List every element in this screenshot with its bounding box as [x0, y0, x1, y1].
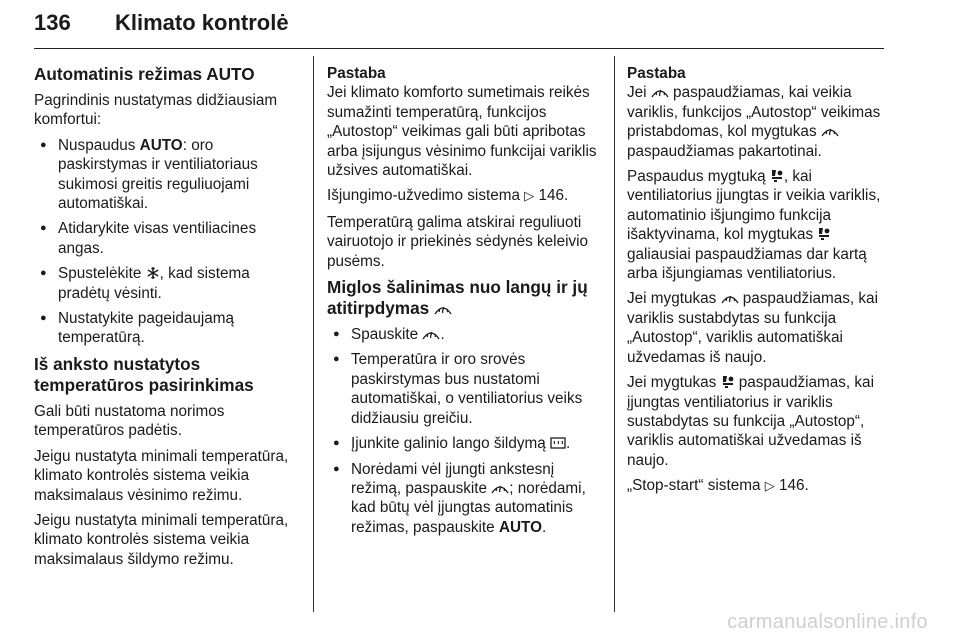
paragraph: Paspaudus mygtuką , kai ventiliatorius įjungtas ir veikia variklis, automatinio išjungimo funkcija išaktyvinama, kol mygtukas galiausiai paspaudžiamas dar kartą arba išjungiamas ventiliatorius. — [627, 168, 881, 283]
fan-icon — [721, 375, 735, 390]
note-title: Pastaba — [327, 65, 386, 82]
column-2 — [327, 64, 603, 543]
list-item: ● Spustelėkite , kad sistema pradėtų vėsinti. — [34, 264, 304, 303]
fan-icon — [770, 169, 784, 184]
paragraph: Jeigu nustatyta minimali temperatūra, klimato kontrolės sistema veikia maksimalaus vėsinimo režimu. — [34, 447, 289, 504]
note-text: Jei klimato komforto sumetimais reikės sumažinti temperatūrą, funkcijos „Autostop“ veikimas gali būti apribotas arba įsijungus vėsinimo funkcijai variklis užsives automatiškai. — [327, 84, 597, 180]
page-header — [34, 8, 884, 49]
windshield-defrost-icon — [821, 124, 839, 139]
note-text: Jei paspaudžiamas, kai veikia variklis, funkcijos „Autostop“ veikimas pristabdomas, kol mygtukas paspaudžiamas pakartotinai. — [627, 84, 881, 160]
windshield-defrost-icon — [651, 85, 669, 100]
list-item: ● Spauskite . — [327, 325, 603, 344]
column-3 — [627, 64, 889, 503]
note-title: Pastaba — [627, 65, 686, 82]
paragraph: Jei mygtukas paspaudžiamas, kai įjungtas ventiliatorius ir variklis sustabdytas su funkcija „Autostop“, variklis automatiškai užvedamas iš naujo. — [627, 374, 874, 469]
windshield-defrost-icon — [422, 327, 440, 342]
column-1 — [34, 64, 304, 575]
reference-arrow-icon: ▷ — [524, 189, 535, 205]
reference-arrow-icon: ▷ — [764, 479, 775, 495]
list-item: ● Nustatykite pageidaujamą temperatūrą. — [34, 309, 304, 348]
intro-text: Pagrindinis nustatymas didžiausiam komfortui: — [34, 92, 278, 129]
fan-icon — [817, 227, 831, 242]
watermark: carmanualsonline.info — [727, 611, 928, 633]
section-heading-auto: Automatinis režimas AUTO — [34, 64, 255, 84]
list-item: ● Norėdami vėl įjungti ankstesnį režimą, paspauskite ; norėdami, kad būtų vėl įjungtas automatinis režimas, paspauskite AUTO. — [327, 460, 603, 538]
column-divider — [313, 56, 314, 612]
list-item: ● Nuspaudus AUTO: oro paskirstymas ir ventiliatoriaus sukimosi greitis reguliuojami automatiškai. — [34, 136, 304, 214]
snowflake-icon — [146, 266, 160, 281]
windshield-defrost-icon — [434, 302, 452, 317]
page-number: 136 — [34, 10, 71, 35]
cross-reference: „Stop-start“ sistema ▷ 146. — [627, 477, 809, 495]
list-item: ● Temperatūra ir oro srovės paskirstymas bus nustatomi automatiškai, o ventiliatorius veiks didžiausiu greičiu. — [327, 350, 603, 428]
list-item: ● Įjunkite galinio lango šildymą . — [327, 434, 603, 453]
section-heading-defog: Miglos šalinimas nuo langų ir jų atitirpdymas — [327, 277, 588, 319]
chapter-title: Klimato kontrolė — [115, 10, 289, 35]
windshield-defrost-icon — [491, 481, 509, 496]
cross-reference: Išjungimo-užvedimo sistema ▷ 146. — [327, 187, 569, 205]
column-divider — [614, 56, 615, 612]
list-item: ● Atidarykite visas ventiliacines angas. — [34, 219, 304, 258]
paragraph: Gali būti nustatoma norimos temperatūros padėtis. — [34, 402, 225, 440]
windshield-defrost-icon — [721, 291, 739, 306]
paragraph: Temperatūrą galima atskirai reguliuoti vairuotojo ir priekinės sėdynės keleivio pusėms. — [327, 213, 589, 270]
rear-window-heat-icon — [550, 436, 566, 451]
section-heading-preset: Iš anksto nustatytos temperatūros pasirinkimas — [34, 353, 254, 395]
paragraph: Jeigu nustatyta minimali temperatūra, klimato kontrolės sistema veikia maksimalaus šildymo režimu. — [34, 511, 289, 568]
paragraph: Jei mygtukas paspaudžiamas, kai variklis sustabdytas su funkcija „Autostop“, variklis automatiškai užvedamas iš naujo. — [627, 290, 878, 366]
